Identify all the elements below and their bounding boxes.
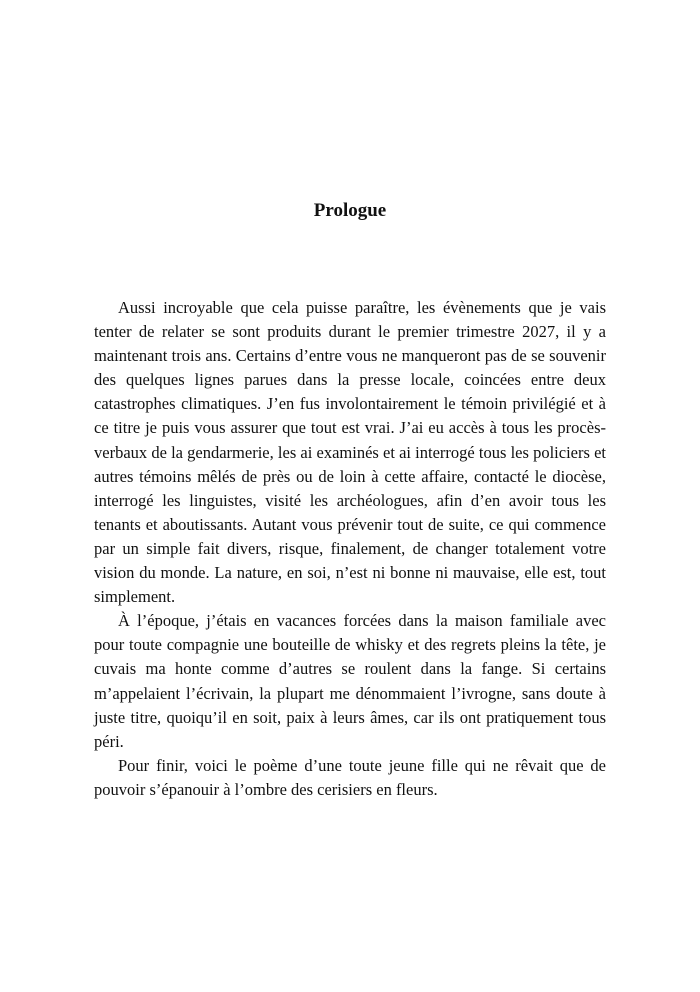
paragraph-3: Pour finir, voici le poème d’une toute jeune fille qui ne rêvait que de pouvoir s’épanouir à l’ombre des cerisiers en fleurs. [94,755,606,799]
prologue-body [94,296,606,802]
page-title: Prologue [313,200,387,221]
paragraph-2: À l’époque, j’étais en vacances forcées dans la maison familiale avec pour toute compagnie une bouteille de whisky et des regrets pleins la tête, je cuvais ma honte comme d’autres se roulent dans la fange. Si certains m’appelaient l’écrivain, la plupart me dénommaient l’ivrogne, sans doute à juste titre, quoiqu’il en soit, paix à leurs âmes, car ils ont pratiquement tous péri. [94,611,606,751]
paragraph-1: Aussi incroyable que cela puisse paraître, les évènements que je vais tenter de relater se sont produits durant le premier trimestre 2027, il y a maintenant trois ans. Certains d’entre vous ne manqueront pas de se souvenir des quelques lignes parues dans la presse locale, coincées entre deux catastrophes climatiques. J’en fus involontairement le témoin privilégié et à ce titre je puis vous assurer que tout est vrai. J’ai eu accès à tous les procès-verbaux de la gendarmerie, les ai examinés et ai interrogé tous les policiers et autres témoins mêlés de près ou de loin à cette affaire, contacté le diocèse, interrogé les linguistes, visité les archéologues, afin d’en avoir tous les tenants et aboutissants. Autant vous prévenir tout de suite, ce qui commence par un simple fait divers, risque, finalement, de changer totalement votre vision du monde. La nature, en soi, n’est ni bonne ni mauvaise, elle est, tout simplement. [94,298,606,607]
